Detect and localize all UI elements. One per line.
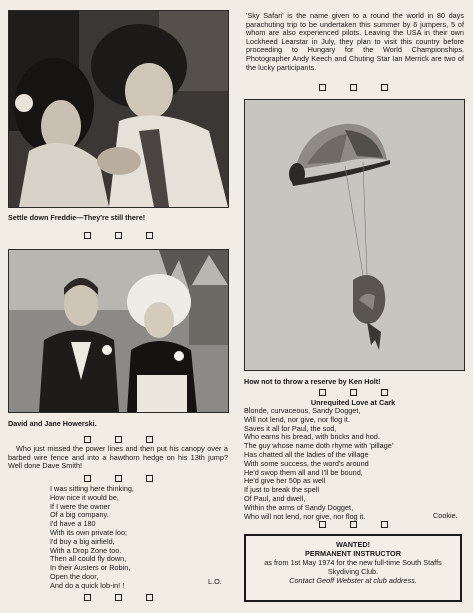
wanted-advert (244, 534, 462, 602)
poem-big-company-signature: L.O. (208, 577, 222, 586)
separator-box (115, 232, 122, 239)
wanted-title: WANTED! (335, 540, 371, 549)
poem-cark: Blonde, curvaceous, Sandy Dogget, Will not lend, nor give, nor flog it. Saves it all for Paul, the sod, Who earns his bread, with bricks and hod. The guy whose name doth rhyme with 'pillage' Has chatted all the ladies of the village With some success, the word's around He'd swop them all and I'll be bound, He'd give her 50p as well If just to break the spell Of Paul, and dwell, Within the arms of Sandy Dogget, Who will not lend, nor give, nor flog it. (244, 406, 394, 521)
photo-freddie-caption: Settle down Freddie—They're still there! (8, 213, 146, 222)
photo-reserve-caption: How not to throw a reserve by Ken Holt! (244, 377, 381, 386)
separator-box (381, 521, 388, 528)
separator-box (84, 475, 91, 482)
photo-howerski-caption: David and Jane Howerski. (8, 419, 97, 428)
separator-boxes (8, 232, 228, 239)
separator-box (319, 521, 326, 528)
separator-box (84, 594, 91, 601)
separator-boxes (8, 436, 228, 443)
separator-box (84, 436, 91, 443)
separator-boxes (240, 389, 466, 396)
separator-boxes (8, 475, 228, 482)
separator-box (319, 84, 326, 91)
separator-box (319, 389, 326, 396)
separator-box (350, 521, 357, 528)
poem-cark-title: Unrequited Love at Cark (310, 398, 396, 407)
separator-box (350, 84, 357, 91)
separator-box (146, 436, 153, 443)
howerski-paragraph: Who just missed the power lines and then put his canopy over a barbed wire fence and into a hawthorn hedge on his 13th jump? Well done Dave Smith! (8, 444, 228, 471)
separator-box (115, 436, 122, 443)
photo-freddie (8, 10, 229, 208)
separator-boxes (8, 594, 228, 601)
poem-big-company: I was sitting here thinking, How nice it would be, If I were the owner Of a big company. I'd have a 180 With its own private loo; I'd buy a big airfield, With a Drop Zone too. Then all could fly down, In their Austers or Robin, Open the door, And do a quick lob-in! ! (50, 484, 134, 590)
photo-howerski (8, 249, 229, 413)
separator-box (115, 594, 122, 601)
separator-box (115, 475, 122, 482)
wanted-contact: Contact Geoff Webster at club address. (289, 576, 417, 585)
wanted-subtitle: PERMANENT INSTRUCTOR (305, 549, 401, 558)
photo-reserve-parachute (244, 99, 465, 371)
separator-boxes (240, 521, 466, 528)
separator-box (146, 594, 153, 601)
separator-box (84, 232, 91, 239)
separator-box (381, 389, 388, 396)
wanted-body: as from 1st May 1974 for the new full-time South Staffs Skydiving Club. (264, 558, 442, 576)
separator-box (381, 84, 388, 91)
separator-box (146, 232, 153, 239)
separator-boxes (240, 84, 466, 91)
poem-cark-signature: Cookie. (433, 511, 458, 520)
sky-safari-paragraph: 'Sky Safari' is the name given to a round the world in 80 days parachuting trip to be undertaken this summer by 6 jumpers, 5 of whom are also experienced pilots. Leaving the USA in their own Lockheed Learstar in July, they plan to visit this country before proceeding to Hungary for the World Championships. Photographer Andy Keech and Chuting Star Ian Merrick are two of the lucky participants. (246, 11, 464, 72)
separator-box (146, 475, 153, 482)
separator-box (350, 389, 357, 396)
